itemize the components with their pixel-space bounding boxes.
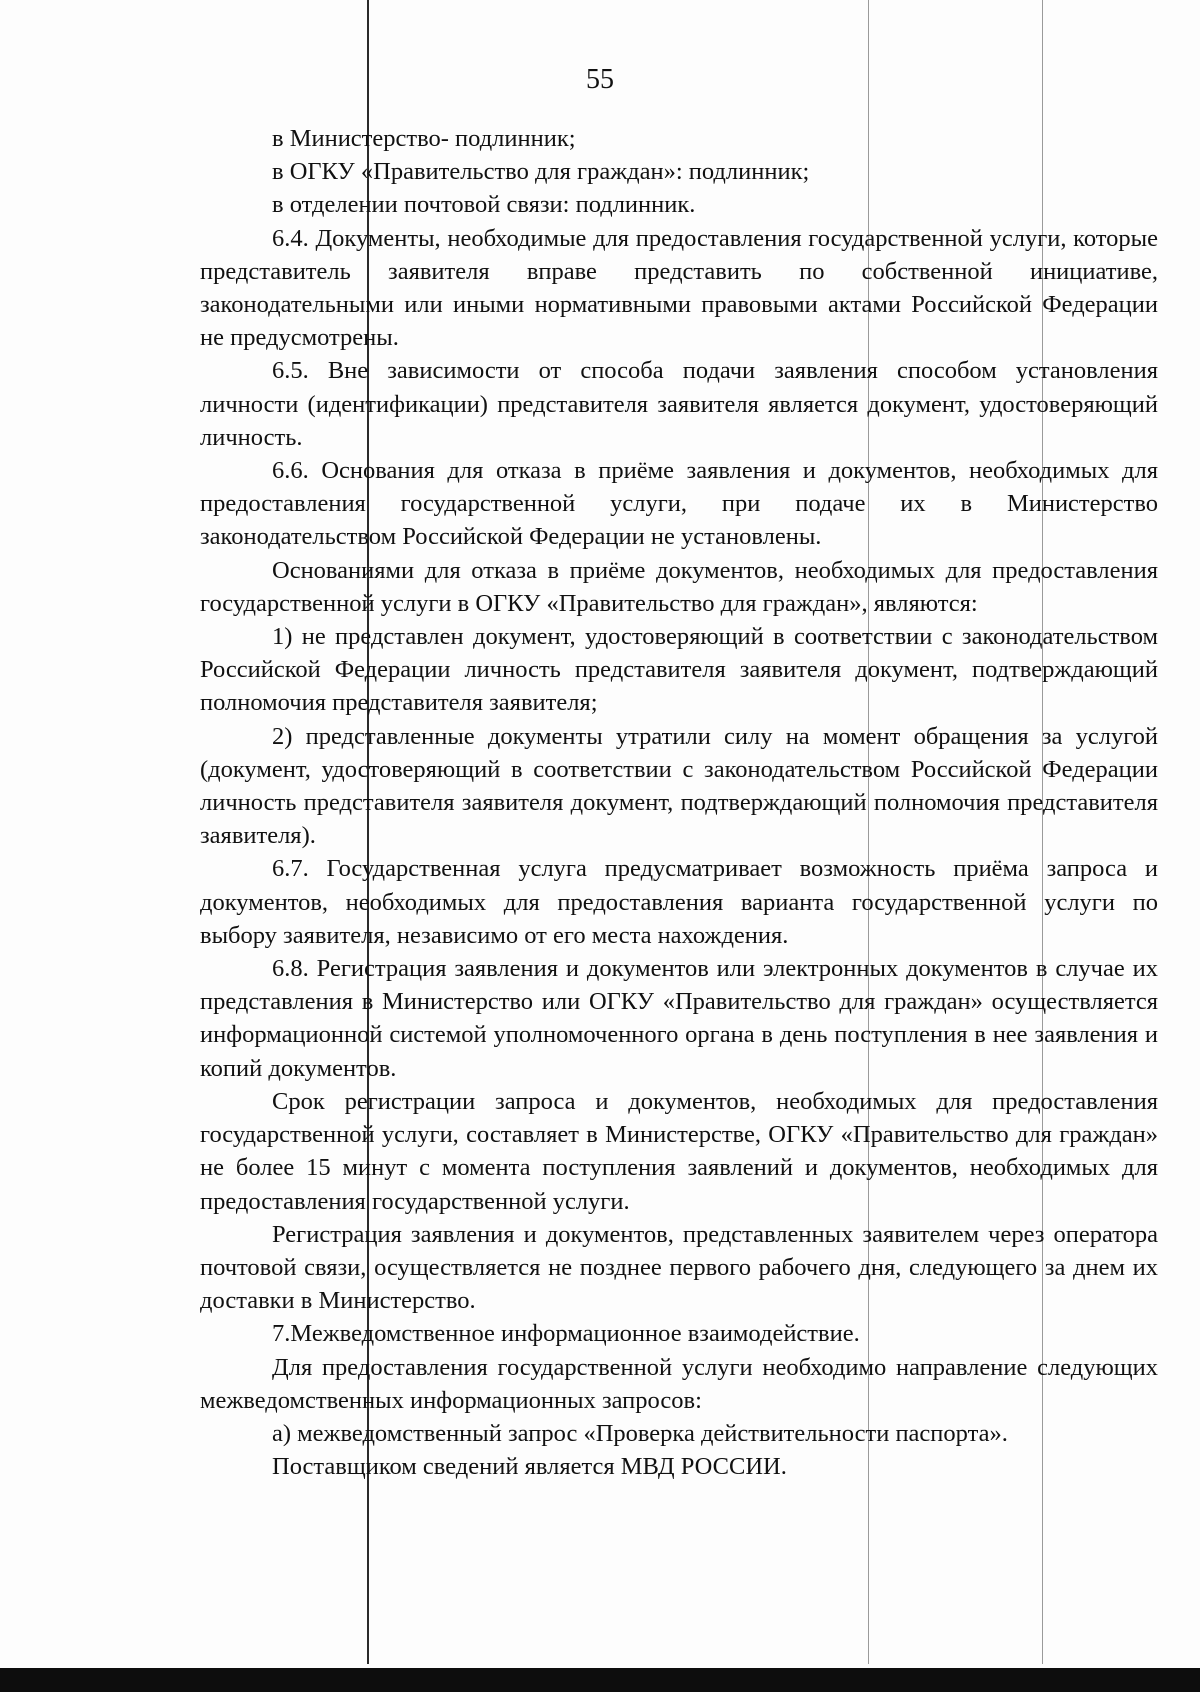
- paragraph: в Министерство- подлинник;: [272, 125, 576, 152]
- paragraph: 6.7. Государственная услуга предусматривает возможность приёма запроса и документов, необходимых для предоставления варианта государственной услуги по выбору заявителя, независимо от его места нахождения.: [200, 855, 1158, 949]
- paragraph: 6.6. Основания для отказа в приёме заявления и документов, необходимых для предоставления государственной услуги, при подаче их в Министерство законодательством Российской Федерации не установлены.: [200, 457, 1158, 551]
- paragraph: в отделении почтовой связи: подлинник.: [272, 191, 696, 219]
- paragraph: 2) представленные документы утратили силу на момент обращения за услугой (документ, удостоверяющий в соответствии с законодательством Российской Федерации личность представителя заявителя документ, подтверждающий полномочия представителя заявителя).: [200, 722, 1158, 850]
- paragraph: Срок регистрации запроса и документов, необходимых для предоставления государственной услуги, составляет в Министерстве, ОГКУ «Правительство для граждан» не более 15 минут с момента поступления заявлений и документов, необходимых для предоставления государственной услуги.: [200, 1087, 1158, 1215]
- paragraph: Для предоставления государственной услуги необходимо направление следующих межведомственных информационных запросов:: [200, 1353, 1158, 1414]
- paragraph: Регистрация заявления и документов, представленных заявителем через оператора почтовой связи, осуществляется не позднее первого рабочего дня, следующего за днем их доставки в Министерство.: [200, 1220, 1158, 1315]
- paragraph: Поставщиком сведений является МВД РОССИИ.: [272, 1453, 787, 1481]
- page-number: 55: [586, 64, 614, 95]
- paragraph: 6.5. Вне зависимости от способа подачи заявления способом установления личности (идентификации) представителя заявителя является документ, удостоверяющий личность.: [200, 357, 1158, 451]
- paragraph: в ОГКУ «Правительство для граждан»: подлинник;: [272, 158, 810, 186]
- scan-bottom-edge: [0, 1668, 1200, 1692]
- document-body: [200, 122, 1158, 1483]
- paragraph: 1) не представлен документ, удостоверяющий в соответствии с законодательством Российской Федерации личность представителя заявителя документ, подтверждающий полномочия представителя заявителя;: [200, 623, 1158, 717]
- paragraph: 7.Межведомственное информационное взаимодействие.: [272, 1320, 860, 1348]
- paragraph: Основаниями для отказа в приёме документов, необходимых для предоставления государственной услуги в ОГКУ «Правительство для граждан», являются:: [200, 556, 1158, 617]
- paragraph: 6.8. Регистрация заявления и документов или электронных документов в случае их представления в Министерство или ОГКУ «Правительство для граждан» осуществляется информационной системой уполномоченного органа в день поступления в нее заявления и копий документов.: [200, 955, 1158, 1082]
- paragraph: а) межведомственный запрос «Проверка действительности паспорта».: [272, 1419, 1008, 1447]
- paragraph: 6.4. Документы, необходимые для предоставления государственной услуги, которые представитель заявителя вправе представить по собственной инициативе, законодательными или иными нормативными правовыми актами Российской Федерации не предусмотрены.: [200, 224, 1158, 352]
